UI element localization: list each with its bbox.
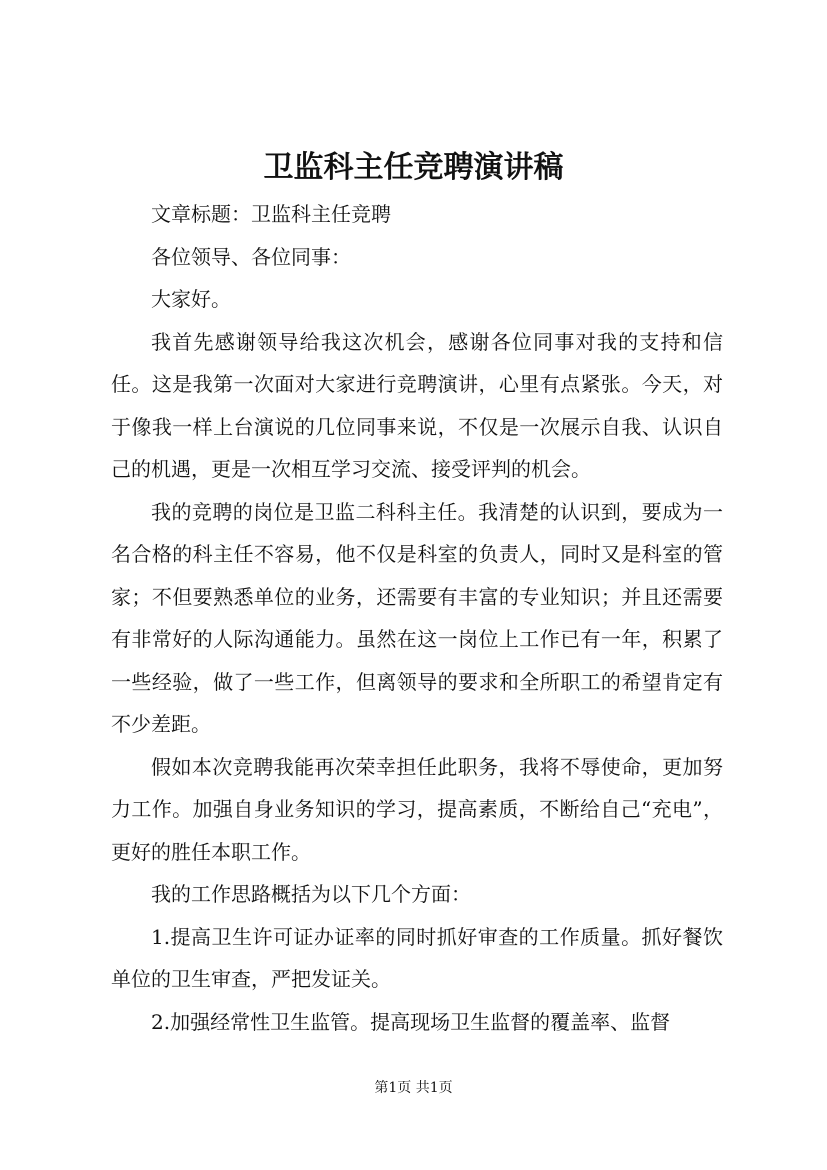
paragraph-position: 我的竞聘的岗位是卫监二科科主任。我清楚的认识到，要成为一名合格的科主任不容易，他不仅是科室的负责人，同时又是科室的管家；不但要熟悉单位的业务，还需要有丰富的专业知识；并且还需要有非常好的人际沟通能力。虽然在这一岗位上工作已有一年，积累了一些经验，做了一些工作，但离领导的要求和全所职工的希望肯定有不少差距。: [111, 499, 723, 736]
article-title-line: 文章标题：卫监科主任竞聘: [151, 202, 391, 226]
greeting: 大家好。: [151, 287, 231, 311]
document-body: [111, 193, 723, 1043]
paragraph-commitment: 假如本次竞聘我能再次荣幸担任此职务，我将不辱使命，更加努力工作。加强自身业务知识的学习，提高素质，不断给自己“充电”，更好的胜任本职工作。: [111, 754, 723, 864]
salutation: 各位领导、各位同事：: [151, 244, 351, 269]
list-item-2: 2.加强经常性卫生监管。提高现场卫生监督的覆盖率、监督: [151, 1009, 671, 1034]
page-number-footer: 第1页 共1页: [374, 1080, 453, 1096]
paragraph-work-plan-intro: 我的工作思路概括为以下几个方面：: [151, 882, 471, 906]
paragraph-thanks: 我首先感谢领导给我这次机会，感谢各位同事对我的支持和信任。这是我第一次面对大家进行竞聘演讲，心里有点紧张。今天，对于像我一样上台演说的几位同事来说，不仅是一次展示自我、认识自己的机遇，更是一次相互学习交流、接受评判的机会。: [111, 329, 723, 481]
document-title: 卫监科主任竞聘演讲稿: [263, 150, 564, 185]
list-item-1: 1.提高卫生许可证办证率的同时抓好审查的工作质量。抓好餐饮单位的卫生审查，严把发证关。: [111, 924, 723, 991]
